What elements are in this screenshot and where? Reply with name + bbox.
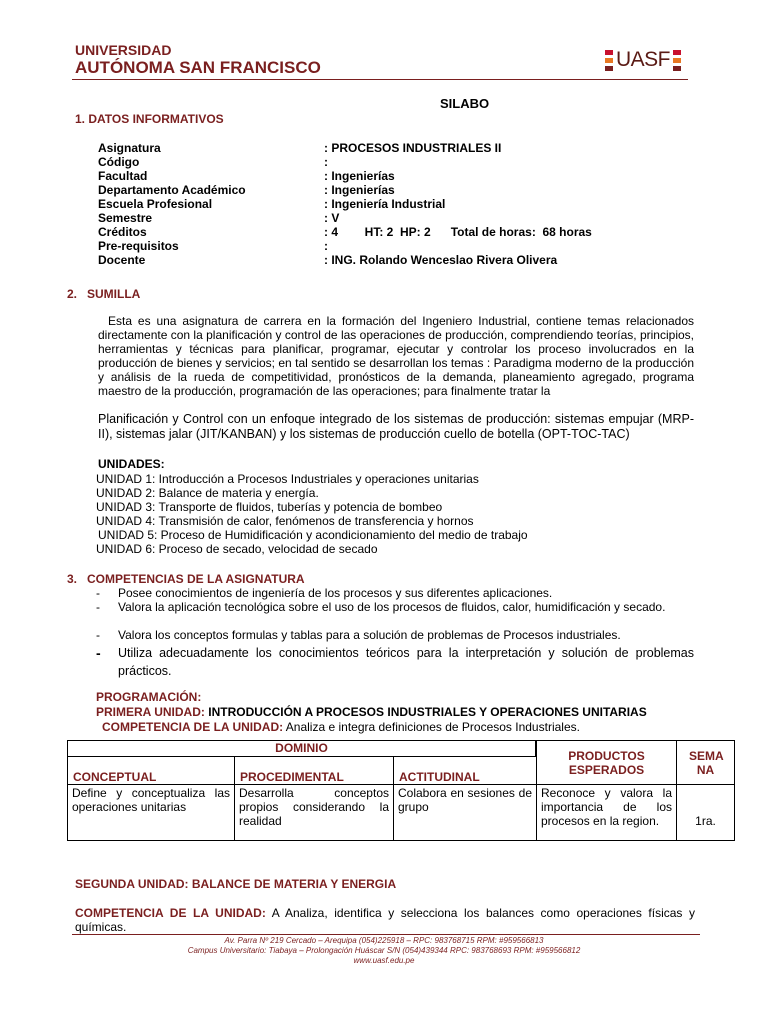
competency-item xyxy=(96,644,694,680)
info-label: Facultad xyxy=(98,169,148,183)
info-value: : PROCESOS INDUSTRIALES II xyxy=(324,141,502,155)
footer-address: Av. Parra Nº 219 Cercado – Arequipa (054)225918 – RPC: 983768715 RPM: #959566813 xyxy=(224,936,544,945)
info-value: : Ingenierías xyxy=(324,183,395,197)
info-value: : xyxy=(324,155,328,169)
table-header-conceptual: CONCEPTUAL xyxy=(67,756,235,785)
competency-value: A Analiza, identifica y selecciona los balances como operaciones físicas y químicas. xyxy=(75,906,696,934)
competency-text: Utiliza adecuadamente los conocimientos teóricos para la interpretación y solución de problemas prácticos. xyxy=(118,646,694,678)
bullet-dash: - xyxy=(96,645,101,661)
logo-text: UASF xyxy=(616,48,671,71)
section-3-heading: 3. COMPETENCIAS DE LA ASIGNATURA xyxy=(67,572,305,586)
competency-text: Valora la aplicación tecnológica sobre el uso de los procesos de fluidos, calor, humidificación y secado. xyxy=(118,600,666,614)
table-cell-actitudinal: Colabora en sesiones de grupo xyxy=(393,784,537,841)
info-label: Semestre xyxy=(98,211,153,225)
programacion-heading: PROGRAMACIÓN: xyxy=(96,690,202,704)
first-unit-competency xyxy=(102,720,580,734)
competency-item xyxy=(96,628,694,642)
info-label: Docente xyxy=(98,253,146,267)
table-cell-procedimental: Desarrolla conceptos propios considerando la realidad xyxy=(234,784,394,841)
table-header-procedimental: PROCEDIMENTAL xyxy=(234,756,394,785)
logo-bar-maroon-right xyxy=(673,66,681,71)
header-divider xyxy=(72,79,688,80)
info-value: : ING. Rolando Wenceslao Rivera Olivera xyxy=(324,253,558,267)
unit-item: UNIDAD 6: Proceso de secado, velocidad de secado xyxy=(96,542,378,556)
unit-item: UNIDAD 5: Proceso de Humidificación y acondicionamiento del medio de trabajo xyxy=(98,528,528,542)
competency-text: Valora los conceptos formulas y tablas para a solución de problemas de Procesos industriales. xyxy=(118,628,621,642)
logo-bar-red xyxy=(605,50,613,55)
logo-bar-orange-right xyxy=(673,58,681,63)
competency-item xyxy=(96,600,694,614)
info-value: : V xyxy=(324,211,340,225)
section-2-heading: 2. SUMILLA xyxy=(67,287,141,301)
footer-campus: Campus Universitario: Tiabaya – Prolongación Huáscar S/N (054)439344 RPC: 983768693 RPM: #959566812 xyxy=(187,946,581,955)
table-header-actitudinal: ACTITUDINAL xyxy=(393,756,537,785)
table-cell-semana: 1ra. xyxy=(676,784,735,841)
info-label: Créditos xyxy=(98,225,147,239)
unit-item: UNIDAD 4: Transmisión de calor, fenómenos de transferencia y hornos xyxy=(96,514,474,528)
info-label: Código xyxy=(98,155,140,169)
university-name-line1: UNIVERSIDAD xyxy=(75,42,172,58)
table-header-semana: SEMA NA xyxy=(676,740,735,785)
info-label: Asignatura xyxy=(98,141,161,155)
unit-item: UNIDAD 3: Transporte de fluidos, tuberías y potencia de bombeo xyxy=(96,500,443,514)
second-unit-heading: SEGUNDA UNIDAD: BALANCE DE MATERIA Y ENERGIA xyxy=(75,877,397,891)
info-value: : Ingenierías xyxy=(324,169,395,183)
uasf-logo xyxy=(605,46,683,74)
unit-item: UNIDAD 2: Balance de materia y energía. xyxy=(96,486,319,500)
document-title: SILABO xyxy=(440,96,490,111)
competency-value: Analiza e integra definiciones de Procesos Industriales. xyxy=(285,720,580,734)
info-label: Departamento Académico xyxy=(98,183,246,197)
sumilla-paragraph-2: Planificación y Control con un enfoque integrado de los sistemas de producción: sistemas empujar (MRP-II), sistemas jalar (JIT/KANBAN) y los sistemas de producción cuello de botella (OPT-TOC-TAC) xyxy=(98,412,694,441)
info-value: : xyxy=(324,239,328,253)
footer-website[interactable]: www.uasf.edu.pe xyxy=(353,956,415,965)
logo-bar-orange xyxy=(605,58,613,63)
section-1-heading: 1. DATOS INFORMATIVOS xyxy=(75,112,224,126)
logo-bar-maroon xyxy=(605,66,613,71)
logo-bar-red-right xyxy=(673,50,681,55)
competency-item xyxy=(96,586,694,600)
bullet-dash: - xyxy=(96,586,100,600)
unit-table xyxy=(67,740,735,841)
info-value: : 4 HT: 2 HP: 2 Total de horas: 68 horas xyxy=(324,225,592,239)
table-header-productos: PRODUCTOS ESPERADOS xyxy=(536,740,677,785)
sumilla-paragraph: Esta es una asignatura de carrera en la formación del Ingeniero Industrial, contiene temas relacionados directamente con la planificación y control de las operaciones de producción, comprendiendo teorías, principios, herramientas y técnicas para planificar, programar, ejecutar y controlar los proceso involucrados en la producción de bienes y servicios; en tal sentido se desarrollan los temas : Paradigma moderno de la producción y análisis de la rueda de competitividad, pronósticos de la demanda, planeamiento agregado, programa maestro de la producción, programación de las operaciones; para finalmente tratar la xyxy=(98,314,694,398)
units-heading: UNIDADES: xyxy=(98,457,165,471)
second-unit-competency xyxy=(75,906,695,934)
first-unit-label: PRIMERA UNIDAD: xyxy=(96,705,205,719)
competency-label: COMPETENCIA DE LA UNIDAD: xyxy=(102,720,284,734)
table-cell-conceptual: Define y conceptualiza las operaciones unitarias xyxy=(67,784,235,841)
info-label: Pre-requisitos xyxy=(98,239,179,253)
table-header-dominio: DOMINIO xyxy=(67,740,536,757)
bullet-dash: - xyxy=(96,628,100,642)
info-value: : Ingeniería Industrial xyxy=(324,197,446,211)
unit-item: UNIDAD 1: Introducción a Procesos Industriales y operaciones unitarias xyxy=(96,472,479,486)
first-unit-title xyxy=(96,705,647,719)
competency-text: Posee conocimientos de ingeniería de los procesos y sus diferentes aplicaciones. xyxy=(118,586,553,600)
first-unit-value: INTRODUCCIÓN A PROCESOS INDUSTRIALES Y OPERACIONES UNITARIAS xyxy=(208,705,647,719)
competency-label: COMPETENCIA DE LA UNIDAD: xyxy=(75,906,266,920)
university-name-line2: AUTÓNOMA SAN FRANCISCO xyxy=(75,58,321,77)
info-label: Escuela Profesional xyxy=(98,197,213,211)
bullet-dash: - xyxy=(96,600,100,614)
footer-divider xyxy=(72,934,700,935)
table-cell-productos: Reconoce y valora la importancia de los procesos en la region. xyxy=(536,784,677,841)
